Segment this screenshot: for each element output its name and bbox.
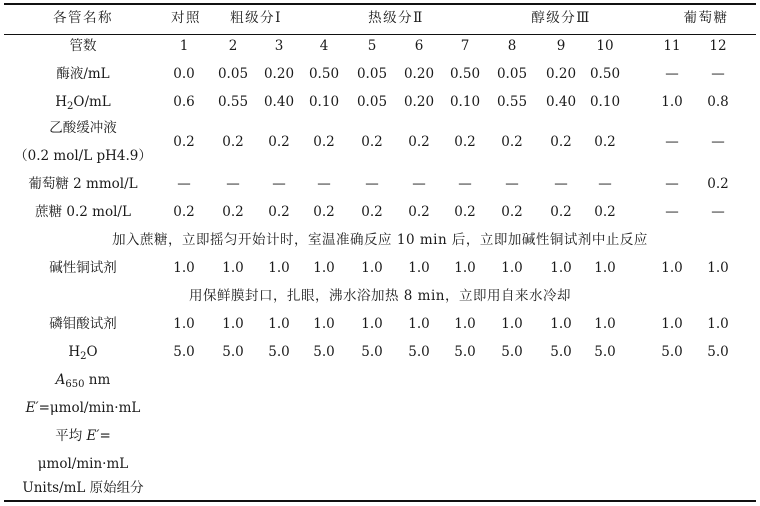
cell-enzyme-tube-1: 0.0 [173, 66, 195, 82]
cell-tube-no-tube-9: 9 [556, 38, 566, 54]
cell-sucrose-tube-5: 0.2 [361, 204, 383, 220]
cell-water1-tube-1: 0.6 [173, 94, 195, 110]
cell-buffer-tube-12: — [711, 134, 725, 150]
cell-sucrose-tube-3: 0.2 [268, 204, 290, 220]
table-bottom-rule [4, 500, 756, 502]
cell-buffer-tube-5: 0.2 [361, 134, 383, 150]
cell-buffer-tube-6: 0.2 [408, 134, 430, 150]
cell-water2-tube-7: 5.0 [454, 344, 476, 360]
cell-buffer-tube-2: 0.2 [222, 134, 244, 150]
cell-water2-tube-1: 5.0 [173, 344, 195, 360]
cell-glucose-tube-2: — [226, 176, 240, 192]
cell-enzyme-tube-6: 0.20 [403, 66, 435, 82]
cell-buffer-tube-10: 0.2 [594, 134, 616, 150]
cell-molybdate-tube-9: 1.0 [550, 316, 572, 332]
row-label-absorbance: $A_{650}$ nm [55, 372, 111, 390]
row-label-activity: E′=μmol/min·mL [25, 400, 141, 416]
cell-tube-no-tube-7: 7 [460, 38, 470, 54]
row-label-phosphomolybdate: 磷钼酸试剂 [49, 316, 117, 332]
cell-water2-tube-6: 5.0 [408, 344, 430, 360]
cell-glucose-tube-11: — [665, 176, 679, 192]
cell-water1-tube-12: 0.8 [707, 94, 729, 110]
cell-water2-tube-3: 5.0 [268, 344, 290, 360]
cell-copper-tube-12: 1.0 [707, 260, 729, 276]
cell-glucose-tube-3: — [272, 176, 286, 192]
cell-copper-tube-4: 1.0 [313, 260, 335, 276]
cell-glucose-tube-8: — [505, 176, 519, 192]
cell-water2-tube-9: 5.0 [550, 344, 572, 360]
cell-buffer-tube-7: 0.2 [454, 134, 476, 150]
cell-enzyme-tube-4: 0.50 [308, 66, 340, 82]
cell-glucose-tube-6: — [412, 176, 426, 192]
cell-tube-no-tube-6: 6 [414, 38, 424, 54]
cell-sucrose-tube-12: — [711, 204, 725, 220]
cell-copper-tube-3: 1.0 [268, 260, 290, 276]
cell-water1-tube-7: 0.10 [449, 94, 481, 110]
cell-tube-no-tube-10: 10 [596, 38, 614, 54]
cell-buffer-tube-8: 0.2 [501, 134, 523, 150]
cell-enzyme-tube-10: 0.50 [589, 66, 621, 82]
header-group-crude-fraction: 粗级分Ⅰ [230, 10, 282, 26]
cell-buffer-tube-9: 0.2 [550, 134, 572, 150]
cell-water2-tube-8: 5.0 [501, 344, 523, 360]
cell-water1-tube-8: 0.55 [496, 94, 528, 110]
cell-copper-tube-2: 1.0 [222, 260, 244, 276]
cell-enzyme-tube-9: 0.20 [545, 66, 577, 82]
cell-tube-no-tube-11: 11 [663, 38, 681, 54]
cell-buffer-tube-11: — [665, 134, 679, 150]
cell-molybdate-tube-10: 1.0 [594, 316, 616, 332]
row-label-enzyme: 酶液/mL [56, 66, 110, 82]
cell-water1-tube-3: 0.40 [263, 94, 295, 110]
cell-molybdate-tube-1: 1.0 [173, 316, 195, 332]
cell-water1-tube-5: 0.05 [356, 94, 388, 110]
cell-buffer-tube-3: 0.2 [268, 134, 290, 150]
header-group-heat-fraction: 热级分Ⅱ [368, 10, 424, 26]
cell-enzyme-tube-2: 0.05 [217, 66, 249, 82]
cell-molybdate-tube-11: 1.0 [661, 316, 683, 332]
cell-enzyme-tube-5: 0.05 [356, 66, 388, 82]
cell-water2-tube-11: 5.0 [661, 344, 683, 360]
cell-tube-no-tube-4: 4 [319, 38, 329, 54]
row-label-average-activity-unit: μmol/min·mL [37, 456, 129, 472]
cell-water1-tube-4: 0.10 [308, 94, 340, 110]
cell-molybdate-tube-4: 1.0 [313, 316, 335, 332]
cell-sucrose-tube-11: — [665, 204, 679, 220]
row-label-glucose: 葡萄糖 2 mmol/L [28, 176, 138, 192]
cell-enzyme-tube-8: 0.05 [496, 66, 528, 82]
cell-sucrose-tube-1: 0.2 [173, 204, 195, 220]
cell-water2-tube-4: 5.0 [313, 344, 335, 360]
row-label-sucrose: 蔗糖 0.2 mol/L [35, 204, 131, 220]
cell-glucose-tube-7: — [458, 176, 472, 192]
row-label-tube-number: 管数 [69, 38, 97, 54]
cell-enzyme-tube-7: 0.50 [449, 66, 481, 82]
cell-water1-tube-6: 0.20 [403, 94, 435, 110]
row-label-water: $H_2O/mL$ [55, 94, 111, 112]
cell-copper-tube-6: 1.0 [408, 260, 430, 276]
cell-glucose-tube-12: 0.2 [707, 176, 729, 192]
cell-molybdate-tube-8: 1.0 [501, 316, 523, 332]
row-label-units-per-ml: Units/mL 原始组分 [22, 480, 144, 496]
cell-glucose-tube-1: — [177, 176, 191, 192]
cell-water1-tube-2: 0.55 [217, 94, 249, 110]
cell-sucrose-tube-2: 0.2 [222, 204, 244, 220]
cell-molybdate-tube-6: 1.0 [408, 316, 430, 332]
cell-water2-tube-12: 5.0 [707, 344, 729, 360]
row-label-buffer-line1: 乙酸缓冲液 [49, 120, 117, 136]
cell-enzyme-tube-11: — [665, 66, 679, 82]
cell-buffer-tube-4: 0.2 [313, 134, 335, 150]
cell-water1-tube-11: 1.0 [661, 94, 683, 110]
row-label-average-activity: 平均 E′= [55, 428, 111, 444]
cell-water1-tube-10: 0.10 [589, 94, 621, 110]
cell-copper-tube-11: 1.0 [661, 260, 683, 276]
cell-sucrose-tube-10: 0.2 [594, 204, 616, 220]
cell-sucrose-tube-7: 0.2 [454, 204, 476, 220]
cell-sucrose-tube-4: 0.2 [313, 204, 335, 220]
cell-water2-tube-2: 5.0 [222, 344, 244, 360]
cell-enzyme-tube-3: 0.20 [263, 66, 295, 82]
cell-glucose-tube-10: — [598, 176, 612, 192]
cell-molybdate-tube-7: 1.0 [454, 316, 476, 332]
cell-copper-tube-5: 1.0 [361, 260, 383, 276]
procedure-note-reaction: 加入蔗糖，立即摇匀开始计时，室温准确反应 10 min 后，立即加碱性铜试剂中止反应 [112, 232, 648, 248]
cell-tube-no-tube-3: 3 [274, 38, 284, 54]
cell-copper-tube-7: 1.0 [454, 260, 476, 276]
cell-sucrose-tube-9: 0.2 [550, 204, 572, 220]
cell-molybdate-tube-5: 1.0 [361, 316, 383, 332]
cell-water2-tube-5: 5.0 [361, 344, 383, 360]
cell-glucose-tube-9: — [554, 176, 568, 192]
row-label-buffer-line2: （0.2 mol/L pH4.9） [14, 148, 152, 164]
procedure-note-heating: 用保鲜膜封口，扎眼，沸水浴加热 8 min，立即用自来水冷却 [189, 288, 571, 304]
table-top-rule [4, 3, 756, 5]
cell-sucrose-tube-8: 0.2 [501, 204, 523, 220]
cell-tube-no-tube-1: 1 [179, 38, 189, 54]
row-label-water-final: $H_2O$ [68, 344, 98, 362]
cell-buffer-tube-1: 0.2 [173, 134, 195, 150]
cell-water1-tube-9: 0.40 [545, 94, 577, 110]
cell-molybdate-tube-2: 1.0 [222, 316, 244, 332]
cell-copper-tube-1: 1.0 [173, 260, 195, 276]
row-label-alkaline-copper: 碱性铜试剂 [49, 260, 117, 276]
cell-tube-no-tube-12: 12 [709, 38, 727, 54]
header-group-glucose: 葡萄糖 [683, 10, 729, 26]
cell-enzyme-tube-12: — [711, 66, 725, 82]
cell-water2-tube-10: 5.0 [594, 344, 616, 360]
header-name-column: 各管名称 [53, 10, 113, 26]
cell-tube-no-tube-2: 2 [228, 38, 238, 54]
cell-copper-tube-10: 1.0 [594, 260, 616, 276]
cell-sucrose-tube-6: 0.2 [408, 204, 430, 220]
cell-molybdate-tube-12: 1.0 [707, 316, 729, 332]
cell-tube-no-tube-5: 5 [367, 38, 377, 54]
cell-glucose-tube-5: — [365, 176, 379, 192]
cell-tube-no-tube-8: 8 [507, 38, 517, 54]
cell-copper-tube-8: 1.0 [501, 260, 523, 276]
cell-molybdate-tube-3: 1.0 [268, 316, 290, 332]
header-group-alcohol-fraction: 醇级分Ⅲ [531, 10, 591, 26]
cell-copper-tube-9: 1.0 [550, 260, 572, 276]
header-group-control: 对照 [171, 10, 201, 26]
cell-glucose-tube-4: — [317, 176, 331, 192]
